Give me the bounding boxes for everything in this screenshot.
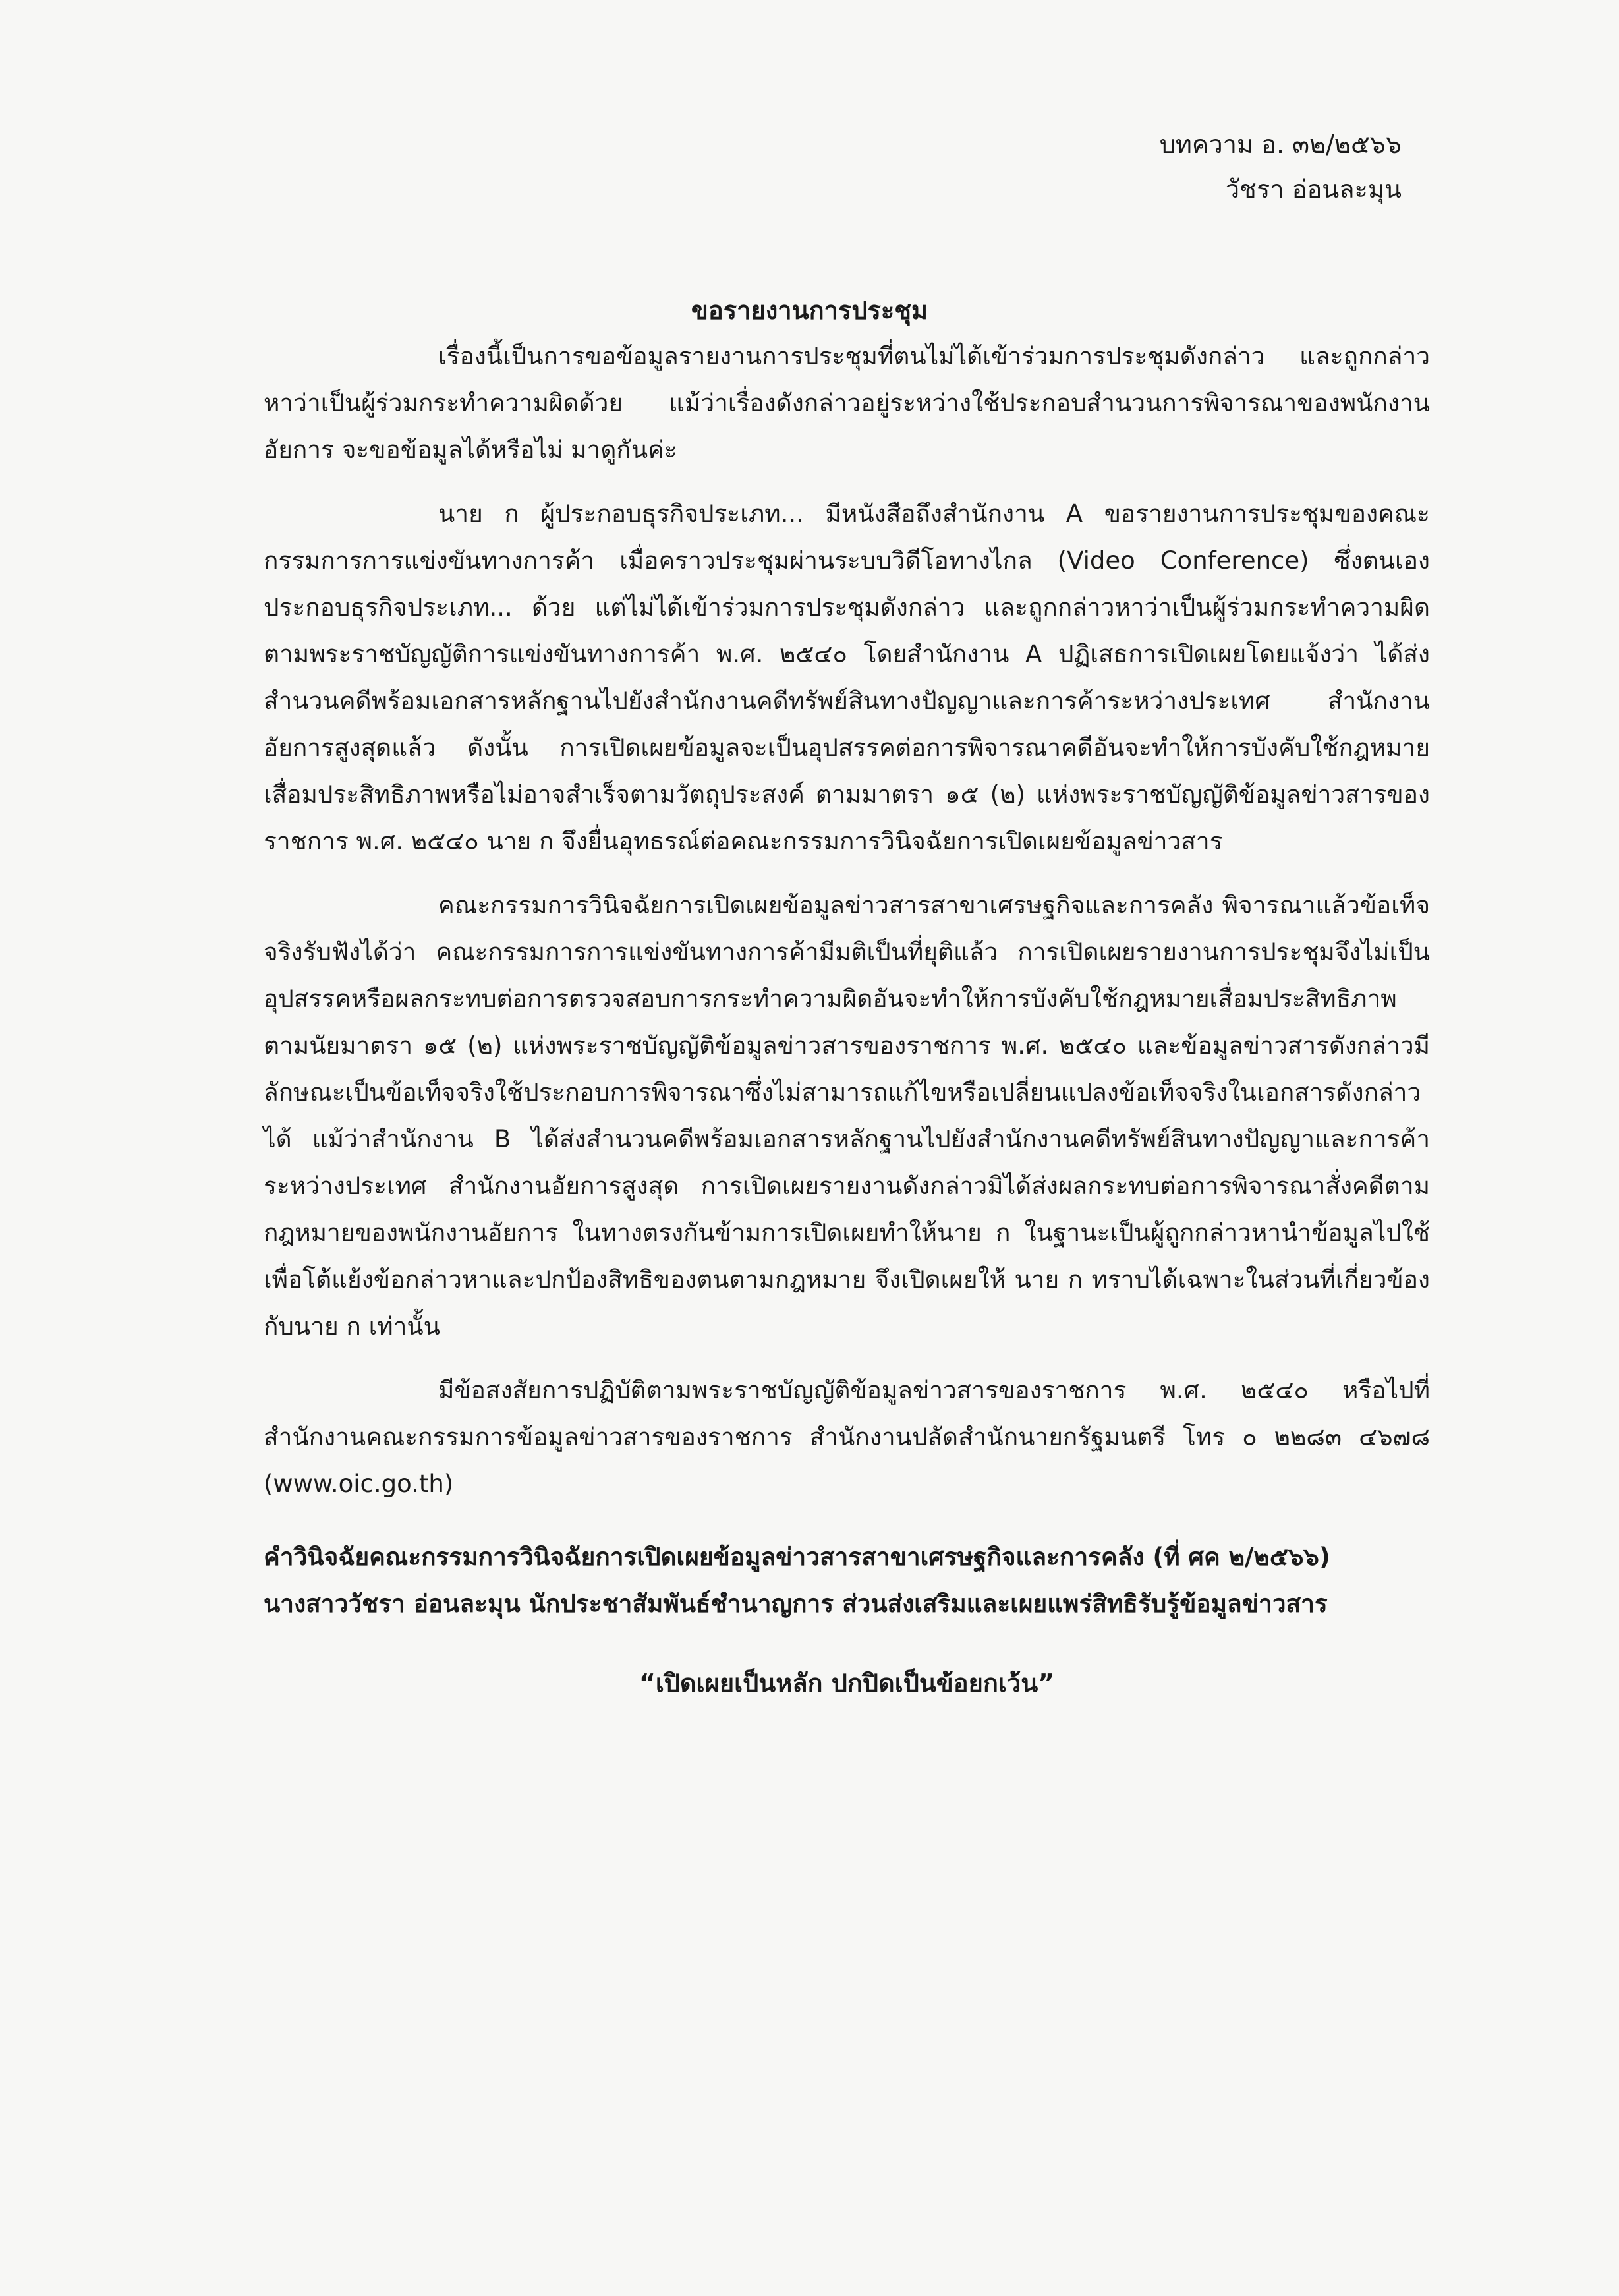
committee-decision-paragraph: คณะกรรมการวินิจฉัยการเปิดเผยข้อมูลข่าวสารสาขาเศรษฐกิจและการคลัง พิจารณาแล้วข้อเท็จจริงรับฟังได้ว่า คณะกรรมการการแข่งขันทางการค้ามีมติเป็นที่ยุติแล้ว การเปิดเผยรายงานการประชุมจึงไม่เป็นอุปสรรคหรือผลกระทบต่อการตรวจสอบการกระทำความผิดอันจะทำให้การบังคับใช้กฎหมายเสื่อมประสิทธิภาพตามนัยมาตรา ๑๕ (๒) แห่งพระราชบัญญัติข้อมูลข่าวสารของราชการ พ.ศ. ๒๕๔๐ และข้อมูลข่าวสารดังกล่าวมีลักษณะเป็นข้อเท็จจริงใช้ประกอบการพิจารณาซึ่งไม่สามารถแก้ไขหรือเปลี่ยนแปลงข้อเท็จจริงในเอกสารดังกล่าวได้ แม้ว่าสำนักงาน B ได้ส่งสำนวนคดีพร้อมเอกสารหลักฐานไปยังสำนักงานคดีทรัพย์สินทางปัญญาและการค้าระหว่างประเทศ สำนักงานอัยการสูงสุด การเปิดเผยรายงานดังกล่าวมิได้ส่งผลกระทบต่อการพิจารณาสั่งคดีตามกฎหมายของพนักงานอัยการ ในทางตรงกันข้ามการเปิดเผยทำให้นาย ก ในฐานะเป็นผู้ถูกกล่าวหานำข้อมูลไปใช้เพื่อโต้แย้งข้อกล่าวหาและปกป้องสิทธิของตนตามกฎหมาย จึงเปิดเผยให้ นาย ก ทราบได้เฉพาะในส่วนที่เกี่ยวข้องกับนาย ก เท่านั้น [264, 891, 1430, 1340]
author-credit: นางสาววัชรา อ่อนละมุน นักประชาสัมพันธ์ชำนาญการ ส่วนส่งเสริมและเผยแพร่สิทธิรับรู้ข้อมูลข่าวสาร [264, 1590, 1328, 1618]
case-facts-paragraph: นาย ก ผู้ประกอบธุรกิจประเภท... มีหนังสือถึงสำนักงาน A ขอรายงานการประชุมของคณะกรรมการการแข่งขันทางการค้า เมื่อคราวประชุมผ่านระบบวิดีโอทางไกล (Video Conference) ซึ่งตนเองประกอบธุรกิจประเภท... ด้วย แต่ไม่ได้เข้าร่วมการประชุมดังกล่าว และถูกกล่าวหาว่าเป็นผู้ร่วมกระทำความผิดตามพระราชบัญญัติการแข่งขันทางการค้า พ.ศ. ๒๕๔๐ โดยสำนักงาน A ปฏิเสธการเปิดเผยโดยแจ้งว่า ได้ส่งสำนวนคดีพร้อมเอกสารหลักฐานไปยังสำนักงานคดีทรัพย์สินทางปัญญาและการค้าระหว่างประเทศ สำนักงานอัยการสูงสุดแล้ว ดังนั้น การเปิดเผยข้อมูลจะเป็นอุปสรรคต่อการพิจารณาคดีอันจะทำให้การบังคับใช้กฎหมายเสื่อมประสิทธิภาพหรือไม่อาจสำเร็จตามวัตถุประสงค์ ตามมาตรา ๑๕ (๒) แห่งพระราชบัญญัติข้อมูลข่าวสารของราชการ พ.ศ. ๒๕๔๐ นาย ก จึงยื่นอุทธรณ์ต่อคณะกรรมการวินิจฉัยการเปิดเผยข้อมูลข่าวสาร [264, 500, 1430, 855]
article-reference [1160, 122, 1402, 212]
article-number: บทความ อ. ๓๒/๒๕๖๖ [1159, 130, 1402, 159]
contact-paragraph: มีข้อสงสัยการปฏิบัติตามพระราชบัญญัติข้อมูลข่าวสารของราชการ พ.ศ. ๒๕๔๐ หรือไปที่สำนักงานคณะกรรมการข้อมูลข่าวสารของราชการ สำนักงานปลัดสำนักนายกรัฐมนตรี โทร ๐ ๒๒๘๓ ๔๖๗๘ (www.oic.go.th) [264, 1376, 1430, 1498]
ruling-reference: คำวินิจฉัยคณะกรรมการวินิจฉัยการเปิดเผยข้อมูลข่าวสารสาขาเศรษฐกิจและการคลัง (ที่ ศค ๒/๒๕๖๖) [264, 1543, 1330, 1571]
document-body [264, 333, 1430, 1707]
article-author: วัชรา อ่อนละมุน [1225, 175, 1402, 204]
intro-paragraph: เรื่องนี้เป็นการขอข้อมูลรายงานการประชุมที่ตนไม่ได้เข้าร่วมการประชุมดังกล่าว และถูกกล่าวหาว่าเป็นผู้ร่วมกระทำความผิดด้วย แม้ว่าเรื่องดังกล่าวอยู่ระหว่างใช้ประกอบสำนวนการพิจารณาของพนักงานอัยการ จะขอข้อมูลได้หรือไม่ มาดูกันค่ะ [264, 342, 1430, 464]
motto: “เปิดเผยเป็นหลัก ปกปิดเป็นข้อยกเว้น” [639, 1669, 1055, 1698]
document-title: ขอรายงานการประชุม [691, 296, 928, 325]
